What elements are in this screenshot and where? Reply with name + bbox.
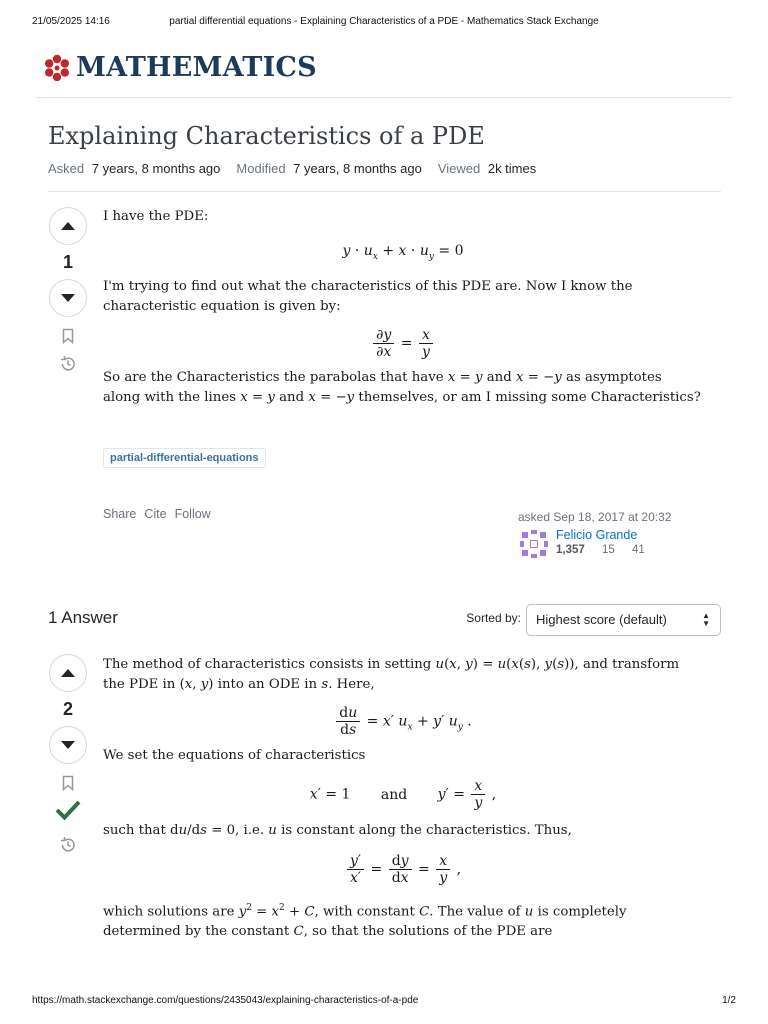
answers-count: 1 Answer [48, 608, 118, 627]
user-details [556, 528, 645, 556]
history-icon [59, 355, 77, 373]
characteristic-equation: $\frac{\partial y}{\partial x}$ = $\frac{x}{y}$ [103, 327, 703, 360]
question-tags [103, 446, 266, 468]
meta-viewed-value: 2k times [487, 161, 537, 176]
meta-modified [236, 161, 421, 176]
print-page-number: 1/2 [722, 995, 736, 1006]
text-fragment: is constant along the characteristics. Thus, [281, 823, 572, 838]
bookmark-button[interactable] [59, 327, 77, 345]
meta-asked [48, 161, 220, 176]
answer-paragraph: The method of characteristics consists in setting u(x, y) = u(x(s), y(s)), and transform the PDE in (x, y) into an ODE in s. Here, [103, 657, 680, 692]
silver-badge-count: 15 [601, 544, 615, 556]
text-fragment: and [486, 369, 512, 385]
site-logo[interactable] [42, 52, 317, 83]
checkmark-icon [55, 799, 81, 821]
text-fragment: as asymptotes along with the lines [103, 369, 662, 405]
answer-vote-column [48, 654, 88, 854]
text-fragment: , with constant [314, 904, 415, 920]
text-fragment: which solutions are [103, 904, 235, 920]
downvote-arrow-icon [60, 740, 76, 750]
downvote-arrow-icon [60, 293, 76, 303]
upvote-button[interactable] [49, 654, 87, 692]
title-divider [48, 191, 721, 192]
history-icon [59, 836, 77, 854]
text-fragment: into an ODE in [217, 677, 318, 692]
upvote-arrow-icon [60, 668, 76, 678]
bronze-badge-count: 41 [631, 544, 645, 556]
meta-viewed-label: Viewed [437, 161, 481, 176]
share-link[interactable]: Share [103, 507, 137, 521]
asker-user-card [518, 510, 718, 560]
answers-header [48, 604, 721, 636]
timeline-button[interactable] [59, 355, 77, 373]
bookmark-button[interactable] [59, 774, 77, 792]
answer-score: 2 [62, 699, 73, 719]
pde-equation: $y \cdot u_x + x \cdot u_y = 0$ [342, 243, 464, 262]
answer-paragraph: which solutions are $y^2 = x^2 + C$, with constant C. The value of u is completely determined by the constant C, so that the solutions of the PDE are [103, 903, 627, 940]
select-arrows-icon: ▲ ▼ [702, 611, 710, 628]
print-footer [32, 995, 736, 1009]
question-paragraph: So are the Characteristics the parabolas that have x = y and x = −y as asymptotes along with the lines x = y and x = −y themselves, or am I missing some Characteristics? [103, 369, 701, 405]
site-name: MATHEMATICS [76, 52, 317, 83]
text-fragment: . Here, [328, 677, 375, 692]
print-title: partial differential equations - Explaining Characteristics of a PDE - Mathematics Stack Exchange [169, 16, 599, 27]
upvote-button[interactable] [49, 207, 87, 245]
text-fragment: , and transform the PDE in [103, 657, 680, 692]
answer-body [103, 655, 703, 942]
downvote-button[interactable] [49, 726, 87, 764]
downvote-button[interactable] [49, 279, 87, 317]
print-url: https://math.stackexchange.com/questions/2435043/explaining-characteristics-of-a-pde [32, 995, 419, 1006]
question-title[interactable]: Explaining Characteristics of a PDE [48, 122, 485, 150]
question-meta [48, 161, 552, 176]
reputation-score: 1,357 [556, 544, 585, 556]
user-avatar[interactable] [518, 528, 550, 560]
question-score: 1 [62, 252, 73, 272]
timeline-button[interactable] [59, 836, 77, 854]
accepted-answer-indicator [54, 798, 82, 822]
print-header [32, 16, 736, 30]
tag-partial-differential-equations[interactable]: partial-differential-equations [103, 448, 266, 468]
text-fragment: So are the Characteristics the parabolas that have [103, 369, 444, 385]
text-fragment: such that [103, 823, 166, 838]
ratio-equation: $\frac{y'}{x'}$ = $\frac{dy}{dx}$ = $\frac{x}{y}$ , [103, 853, 703, 886]
sort-label: Sorted by: [466, 611, 521, 625]
user-info [518, 528, 718, 560]
characteristics-equations: x′ = 1 and y′ = $\frac{x}{y}$ , [309, 778, 497, 811]
print-date: 21/05/2025 14:16 [32, 16, 110, 27]
question-body [103, 207, 703, 408]
ode-equation: $\frac{du}{ds}$ = x′ $u_x + y'$ $u_y$ . [103, 705, 703, 738]
bookmark-icon [62, 328, 74, 344]
text-fragment: , i.e. [235, 823, 265, 838]
sort-selected-value: Highest score (default) [536, 612, 667, 627]
answer-paragraph: such that du/ds = 0, i.e. u is constant along the characteristics. Thus, [103, 823, 572, 838]
text-fragment: . The value of [429, 904, 521, 920]
text-fragment: The method of characteristics consists in setting [103, 657, 432, 672]
cite-link[interactable]: Cite [144, 507, 167, 521]
meta-modified-value[interactable]: 7 years, 8 months ago [293, 161, 422, 176]
user-reputation [556, 544, 645, 556]
stack-exchange-math-logo-icon [42, 53, 72, 83]
question-vote-column [48, 207, 88, 373]
text-fragment: and [279, 389, 305, 405]
meta-asked-value[interactable]: 7 years, 8 months ago [91, 161, 221, 176]
text-fragment: is completely determined by the constant [103, 904, 627, 940]
bookmark-icon [62, 775, 74, 791]
question-post-menu [103, 507, 211, 521]
text-fragment: themselves, or am I missing some Characteristics? [358, 389, 701, 405]
follow-link[interactable]: Follow [174, 507, 211, 521]
meta-viewed [438, 161, 536, 176]
and-word: and [380, 786, 408, 803]
meta-asked-label: Asked [48, 161, 85, 176]
upvote-arrow-icon [60, 221, 76, 231]
user-name[interactable]: Felicio Grande [556, 528, 638, 542]
text-fragment: , so that the solutions of the PDE are [303, 924, 553, 940]
site-header [36, 48, 732, 98]
answer-paragraph: We set the equations of characteristics [103, 748, 366, 763]
sort-select[interactable] [526, 604, 721, 636]
meta-modified-label: Modified [236, 161, 286, 176]
asked-timestamp[interactable]: asked Sep 18, 2017 at 20:32 [518, 510, 672, 524]
question-paragraph: I have the PDE: [103, 209, 209, 224]
question-paragraph: I'm trying to find out what the characteristics of this PDE are. Now I know the characteristic equation is given by: [103, 278, 633, 314]
